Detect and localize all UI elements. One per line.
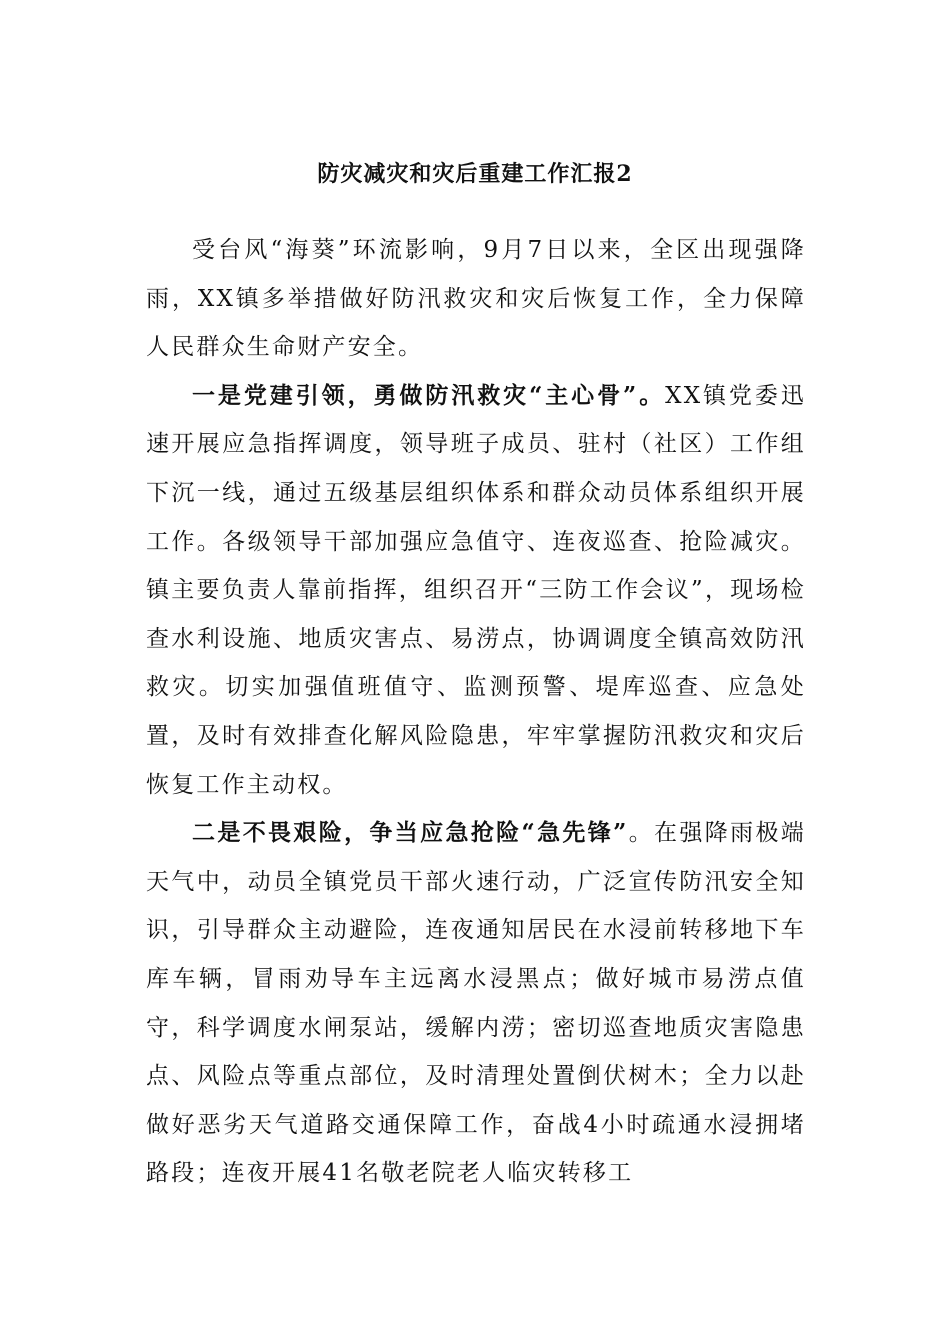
paragraph-emergency-rescue [146, 809, 806, 1198]
paragraph-intro [146, 226, 806, 372]
paragraph-lead: 一是党建引领，勇做防汛救灾“主心骨”。 [192, 381, 666, 409]
document-title: 防灾减灾和灾后重建工作汇报2 [317, 161, 633, 187]
document-body [146, 226, 806, 1198]
paragraph-party-leadership [146, 372, 806, 809]
paragraph-text: XX镇党委迅速开展应急指挥调度，领导班子成员、驻村（社区）工作组下沉一线，通过五级基层组织体系和群众动员体系组织开展工作。各级领导干部加强应急值守、连夜巡查、抢险减灾。镇主要负责人靠前指挥，组织召开“三防工作会议”，现场检查水利设施、地质灾害点、易涝点，协调调度全镇高效防汛救灾。切实加强值班值守、监测预警、堤库巡查、应急处置，及时有效排查化解风险隐患，牢牢掌握防汛救灾和灾后恢复工作主动权。 [146, 382, 806, 798]
paragraph-text: 。在强降雨极端天气中，动员全镇党员干部火速行动，广泛宣传防汛安全知识，引导群众主动避险，连夜通知居民在水浸前转移地下车库车辆，冒雨劝导车主远离水浸黑点；做好城市易涝点值守，科学调度水闸泵站，缓解内涝；密切巡查地质灾害隐患点、风险点等重点部位，及时清理处置倒伏树木；全力以赴做好恶劣天气道路交通保障工作，奋战4小时疏通水浸拥堵路段；连夜开展41名敬老院老人临灾转移工 [146, 820, 806, 1187]
paragraph-lead: 二是不畏艰险，争当应急抢险“急先锋” [192, 819, 629, 847]
paragraph-text: 受台风“海葵”环流影响，9月7日以来，全区出现强降雨，XX镇多举措做好防汛救灾和灾后恢复工作，全力保障人民群众生命财产安全。 [146, 237, 806, 361]
